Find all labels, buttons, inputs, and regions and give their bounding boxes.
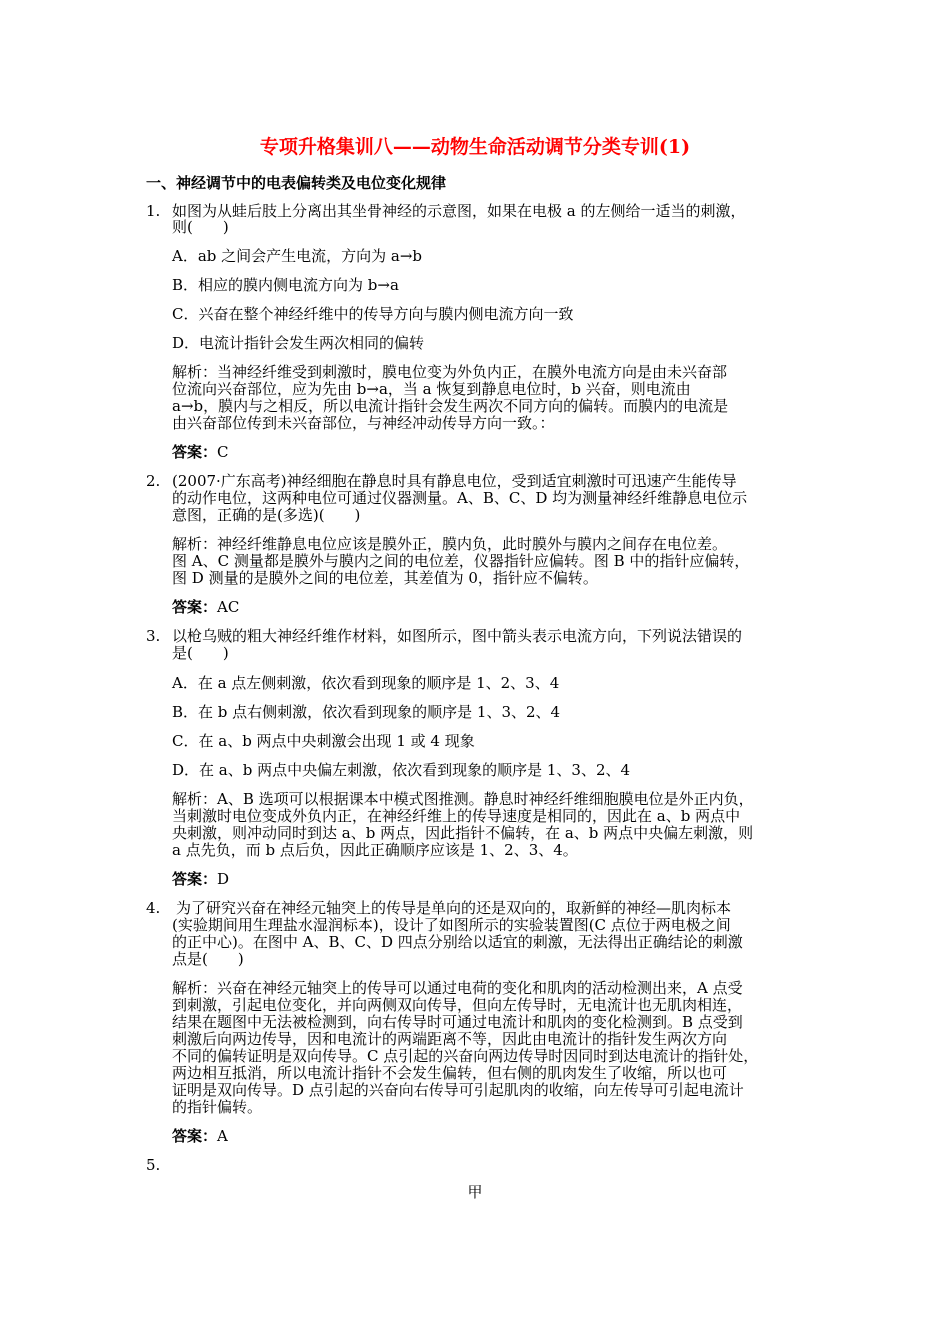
option-b: B．在 b 点右侧刺激，依次看到现象的顺序是 1、3、2、4	[172, 703, 561, 721]
question-number: 1.	[146, 202, 161, 220]
explanation-line: 解析：A、B 选项可以根据课本中模式图推测。静息时神经纤维细胞膜电位是外正内负，	[172, 790, 754, 808]
answer-value: C	[217, 443, 229, 461]
answer	[172, 444, 229, 460]
explanation-line: 央刺激，则冲动同时到达 a、b 两点，因此指针不偏转，在 a、b 两点中央偏左刺激，则	[172, 824, 754, 842]
explanation-line: 解析：兴奋在神经元轴突上的传导可以通过电荷的变化和肌肉的活动检测出来，A 点受	[172, 979, 743, 997]
section-heading: 一、神经调节中的电表偏转类及电位变化规律	[146, 174, 447, 192]
page-title: 专项升格集训八——动物生命活动调节分类专训(1)	[259, 136, 691, 158]
option-c: C．兴奋在整个神经纤维中的传导方向与膜内侧电流方向一致	[172, 305, 574, 323]
option-d: D．电流计指针会发生两次相同的偏转	[172, 334, 425, 352]
explanation-line: 到刺激，引起电位变化，并向两侧双向传导，但向左传导时，无电流计也无肌肉相连，	[172, 996, 743, 1014]
answer-label: 答案：	[172, 443, 218, 461]
question-text-line: (实验期间用生理盐水湿润标本)，设计了如图所示的实验装置图(C 点位于两电极之间	[172, 916, 731, 934]
answer-value: A	[217, 1127, 228, 1145]
explanation-line: 的指针偏转。	[172, 1098, 263, 1116]
option-a: A．在 a 点左侧刺激，依次看到现象的顺序是 1、2、3、4	[172, 674, 560, 692]
explanation-line: 刺激后向两边传导，因和电流计的两端距离不等，因此由电流计的指针发生两次方向	[172, 1030, 728, 1048]
question-number: 3.	[146, 627, 161, 645]
question-number: 5.	[146, 1156, 161, 1174]
answer-label: 答案：	[172, 598, 218, 616]
question-text-line: 的正中心)。在图中 A、B、C、D 四点分别给以适宜的刺激，无法得出正确结论的刺激	[172, 933, 743, 951]
explanation-line: 不同的偏转证明是双向传导。C 点引起的兴奋向两边传导时因同时到达电流计的指针处，	[172, 1047, 759, 1065]
question-text-line: 为了研究兴奋在神经元轴突上的传导是单向的还是双向的，取新鲜的神经—肌肉标本	[176, 899, 732, 917]
question-text-line: 以枪乌贼的粗大神经纤维作材料，如图所示，图中箭头表示电流方向，下列说法错误的	[172, 627, 743, 645]
explanation-line: 图 A、C 测量都是膜外与膜内之间的电位差，仪器指针应偏转。图 B 中的指针应偏转，	[172, 552, 750, 570]
option-b: B．相应的膜内侧电流方向为 b→a	[172, 276, 399, 294]
question-text-line: (2007·广东高考)神经细胞在静息时具有静息电位，受到适宜刺激时可迅速产生能传导	[172, 472, 737, 490]
explanation-line: 证明是双向传导。D 点引起的兴奋向右传导可引起肌肉的收缩，向左传导可引起电流计	[172, 1081, 744, 1099]
answer-value: D	[217, 870, 230, 888]
explanation-line: a 点先负，而 b 点后负，因此正确顺序应该是 1、2、3、4。	[172, 841, 578, 859]
answer-value: AC	[217, 598, 240, 616]
answer-label: 答案：	[172, 1127, 218, 1145]
option-d: D．在 a、b 两点中央偏左刺激，依次看到现象的顺序是 1、3、2、4	[172, 761, 631, 779]
explanation-line: 图 D 测量的是膜外之间的电位差，其差值为 0，指针应不偏转。	[172, 569, 598, 587]
explanation-line: 解析：神经纤维静息电位应该是膜外正，膜内负，此时膜外与膜内之间存在电位差。	[172, 535, 728, 553]
explanation-line: 两边相互抵消，所以电流计指针不会发生偏转，但右侧的肌肉发生了收缩，所以也可	[172, 1064, 728, 1082]
question-text-line: 意图，正确的是(多选)( )	[172, 506, 361, 524]
question-text-line: 是( )	[172, 644, 229, 662]
answer	[172, 1128, 228, 1144]
question-text-line: 则( )	[172, 218, 229, 236]
answer	[172, 599, 239, 615]
explanation-line: 结果在题图中无法被检测到，向右传导时可通过电流计和肌肉的变化检测到。B 点受到	[172, 1013, 743, 1031]
explanation-line: 当刺激时电位变成外负内正，在神经纤维上的传导速度是相同的，因此在 a、b 两点中	[172, 807, 741, 825]
answer	[172, 871, 229, 887]
question-text-line: 如图为从蛙后肢上分离出其坐骨神经的示意图，如果在电极 a 的左侧给一适当的刺激，	[172, 202, 746, 220]
option-c: C．在 a、b 两点中央刺激会出现 1 或 4 现象	[172, 732, 475, 750]
explanation-line: 位流向兴奋部位，应为先由 b→a，当 a 恢复到静息电位时，b 兴奋，则电流由	[172, 380, 691, 398]
option-a: A．ab 之间会产生电流，方向为 a→b	[172, 247, 423, 265]
question-text-line: 点是( )	[172, 950, 244, 968]
explanation-line: a→b，膜内与之相反，所以电流计指针会发生两次不同方向的偏转。而膜内的电流是	[172, 397, 729, 415]
explanation-line: 解析：当神经纤维受到刺激时，膜电位变为外负内正，在膜外电流方向是由未兴奋部	[172, 363, 728, 381]
answer-label: 答案：	[172, 870, 218, 888]
question-text-line: 的动作电位，这两种电位可通过仪器测量。A、B、C、D 均为测量神经纤维静息电位示	[172, 489, 748, 507]
figure-caption: 甲	[467, 1183, 483, 1201]
explanation-line: 由兴奋部位传到未兴奋部位，与神经冲动传导方向一致。：	[172, 414, 555, 432]
question-number: 4.	[146, 899, 161, 917]
question-number: 2.	[146, 472, 161, 490]
